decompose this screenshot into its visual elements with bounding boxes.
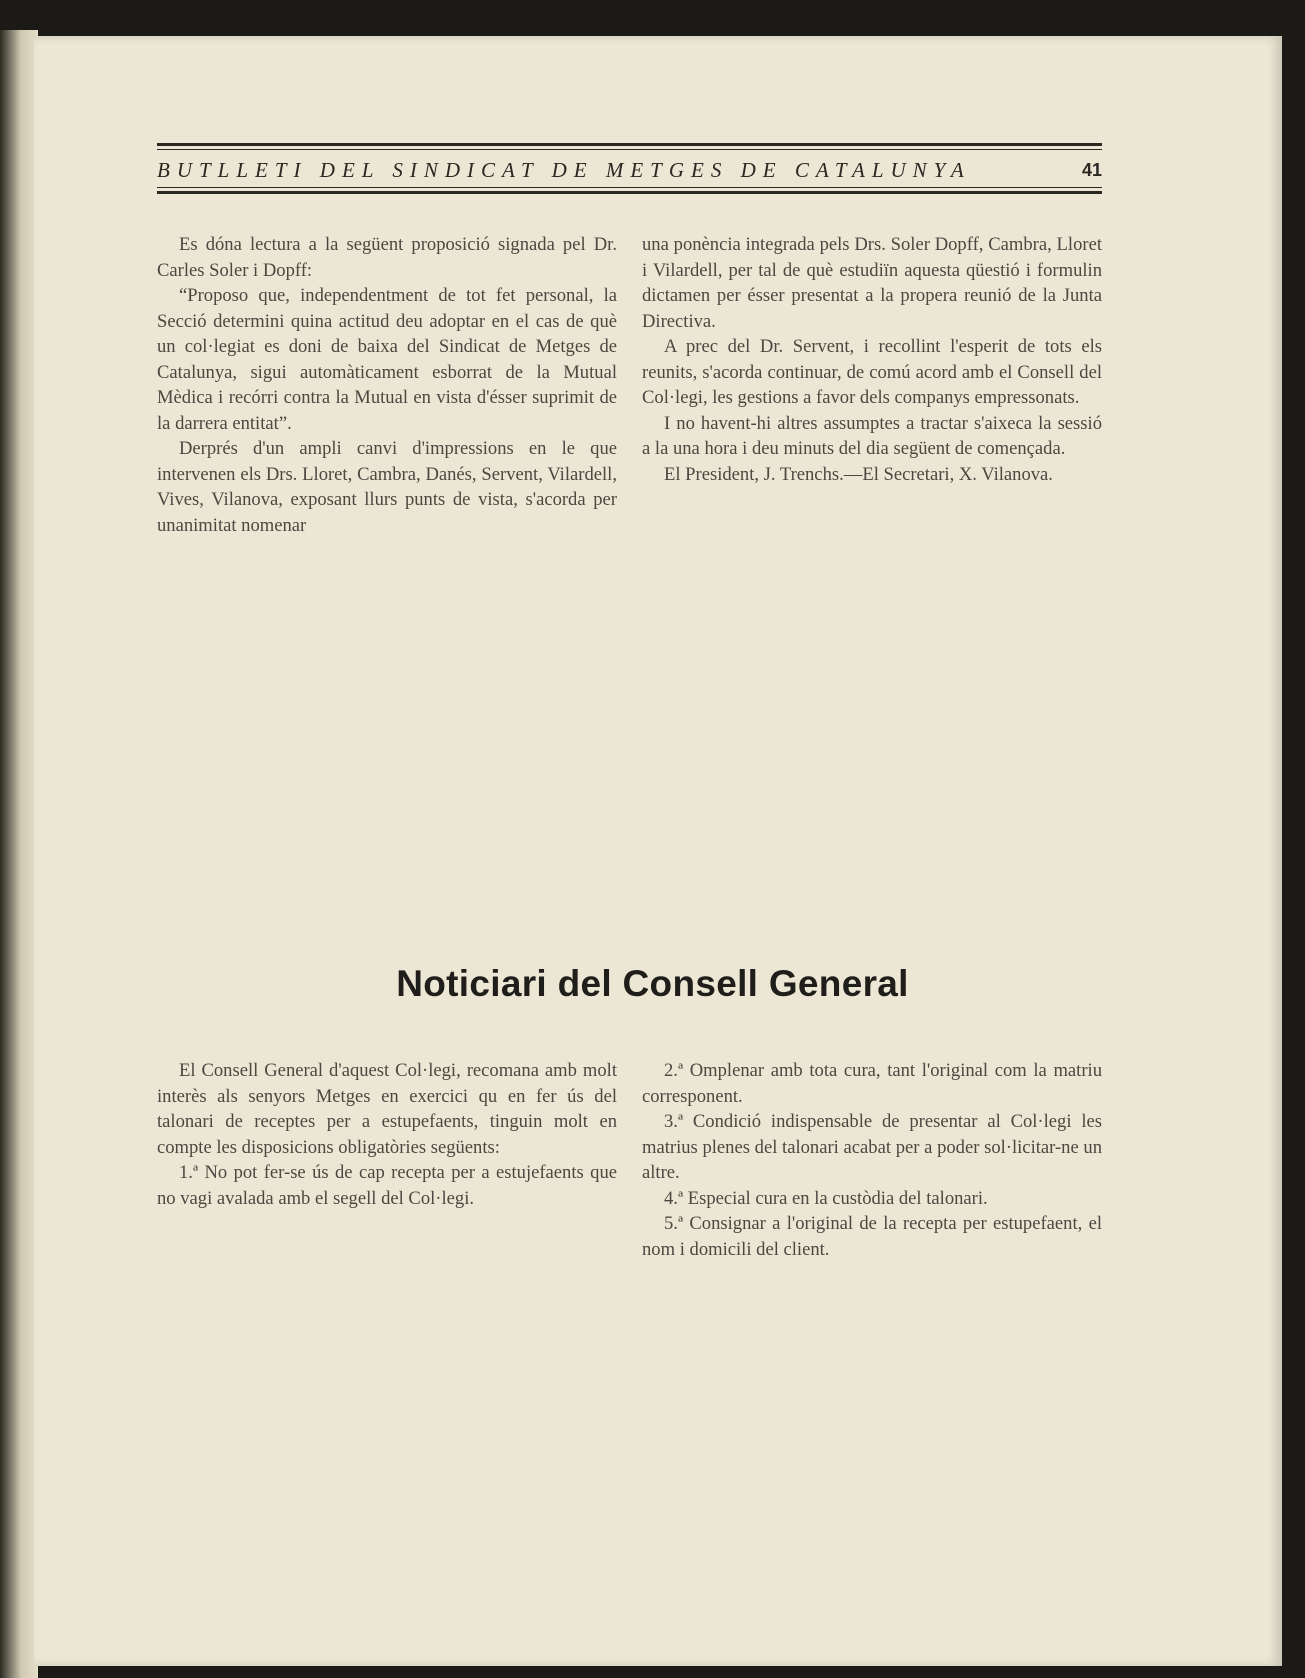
header-rule-bottom — [157, 187, 1102, 197]
paragraph: I no havent-hi altres assumptes a tractar s'aixeca la sessió a la una hora i deu minuts del dia següent de començada. — [642, 412, 1102, 459]
minutes-left-column — [157, 232, 617, 538]
paragraph: A prec del Dr. Servent, i recollint l'esperit de tots els reunits, s'acorda continuar, de comú acord amb el Consell del Col·legi, les gestions a favor dels companys empressonats. — [642, 336, 1102, 408]
list-item: 4.ª Especial cura en la custòdia del talonari. — [664, 1187, 988, 1209]
paragraph: “Proposo que, independentment de tot fet personal, la Secció determini quina actitud deu adoptar en el cas de què un col·legiat es doni de baixa del Sindicat de Metges de Catalunya, sigui automàticament esborrat de la Mutual Mèdica i recórri contra la Mutual en vista d'ésser suprimit de la darrera entitat”. — [157, 285, 617, 434]
notice-left-column — [157, 1058, 617, 1262]
page-number: 41 — [1081, 159, 1102, 180]
header-rule-top — [157, 143, 1102, 153]
paragraph: Derprés d'un ampli canvi d'impressions en le que intervenen els Drs. Lloret, Cambra, Danés, Servent, Vilardell, Vives, Vilanova, exposant llurs punts de vista, s'acorda per unanimitat nomenar — [157, 438, 617, 536]
book-spine-edge — [0, 30, 38, 1678]
minutes-right-column — [642, 232, 1102, 538]
paragraph: Es dóna lectura a la següent proposició signada pel Dr. Carles Soler i Dopff: — [157, 234, 617, 281]
list-item: 5.ª Consignar a l'original de la recepta per estupefaent, el nom i domicili del client. — [642, 1213, 1102, 1260]
notice-right-column — [642, 1058, 1102, 1262]
paragraph: El Consell General d'aquest Col·legi, recomana amb molt interès als senyors Metges en exercici qu en fer ús del talonari de receptes per a estupefaents, tinguin molt en compte les disposicions obligatòries següents: — [157, 1060, 617, 1158]
list-item: 1.ª No pot fer-se ús de cap recepta per a estujefaents que no vagi avalada amb el segell del Col·legi. — [157, 1162, 617, 1209]
list-item: 3.ª Condició indispensable de presentar al Col·legi les matrius plenes del talonari acabat per a poder sol·licitar-ne un altre. — [642, 1111, 1102, 1183]
signature-line: El President, J. Trenchs.—El Secretari, X. Vilanova. — [664, 463, 1053, 485]
running-title: BUTLLETI DEL SINDICAT DE METGES DE CATALUNYA — [157, 157, 971, 182]
paragraph: una ponència integrada pels Drs. Soler Dopff, Cambra, Lloret i Vilardell, per tal de què estudiïn aquesta qüestió i formulin dictamen per ésser presentat a la propera reunió de la Junta Directiva. — [642, 234, 1102, 332]
running-header — [157, 143, 1102, 197]
minutes-section — [157, 232, 1102, 538]
list-item: 2.ª Omplenar amb tota cura, tant l'original com la matriu corresponent. — [642, 1060, 1102, 1107]
section-heading: Noticiari del Consell General — [396, 963, 909, 1004]
notice-section — [157, 1058, 1102, 1262]
